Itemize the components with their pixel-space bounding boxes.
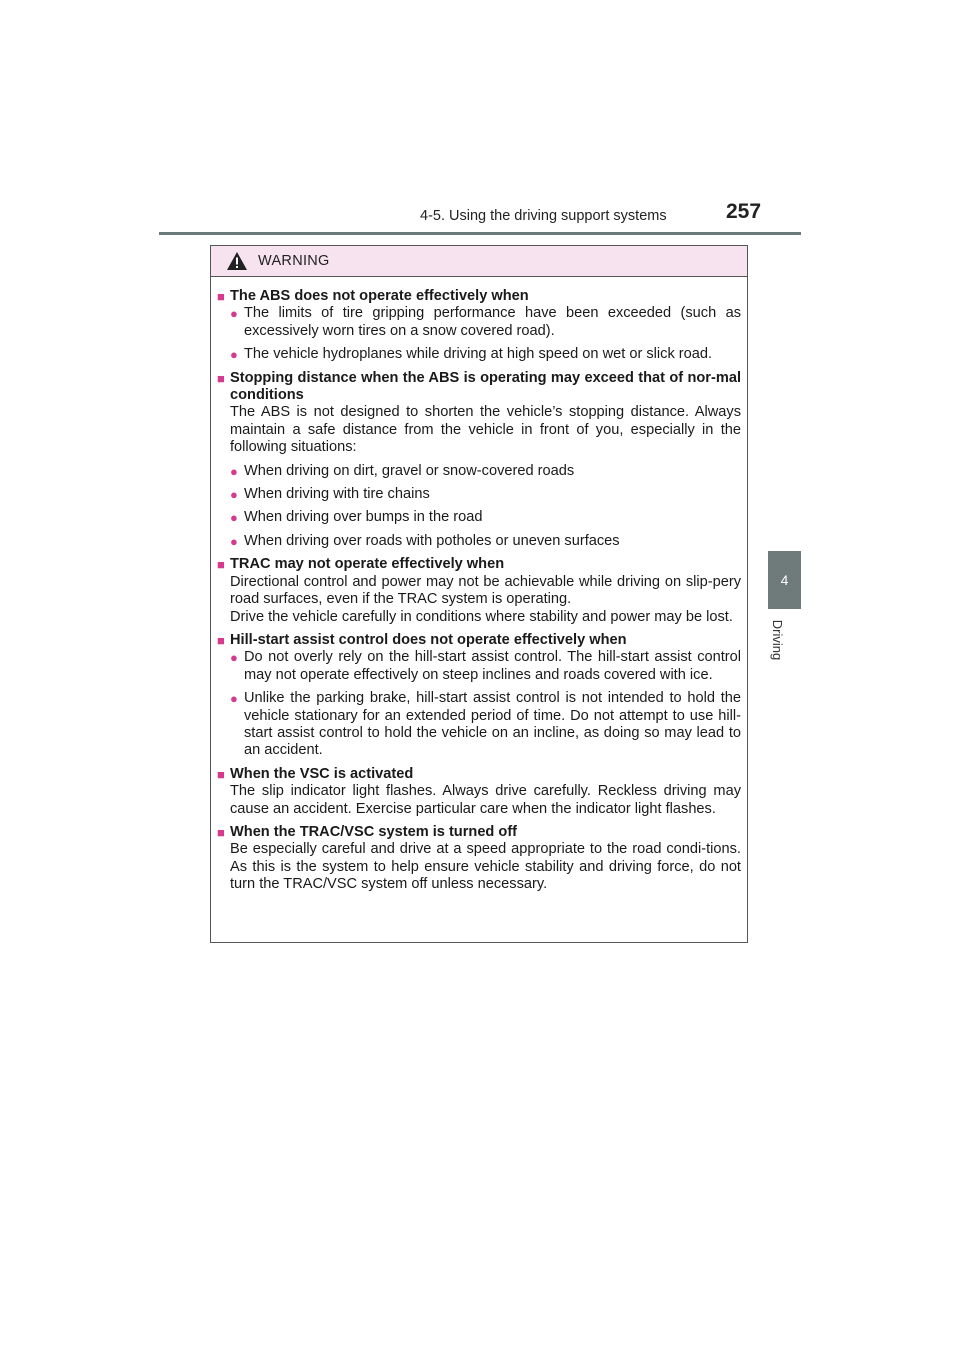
section-heading: [217, 370, 741, 405]
warning-section: [217, 370, 741, 551]
section-heading: [217, 288, 741, 305]
list-item-text: When driving with tire chains: [244, 486, 430, 503]
section-heading-text: The ABS does not operate effectively when: [230, 288, 529, 304]
list-item: [230, 463, 741, 480]
chapter-label: Driving: [770, 619, 785, 661]
square-bullet-icon: ■: [217, 632, 225, 648]
square-bullet-icon: ■: [217, 824, 225, 840]
list-item: [230, 649, 741, 684]
square-bullet-icon: ■: [217, 370, 225, 386]
round-bullet-icon: ●: [230, 510, 238, 526]
list-item: [230, 533, 741, 550]
warning-section: [217, 288, 741, 364]
section-heading: [217, 556, 741, 573]
section-heading: [217, 824, 741, 841]
section-heading-text: Hill-start assist control does not operate effectively when: [230, 631, 627, 648]
list-item: [230, 346, 741, 363]
round-bullet-icon: ●: [230, 650, 238, 666]
list-item-text: When driving over bumps in the road: [244, 509, 483, 526]
section-heading-text: TRAC may not operate effectively when: [230, 556, 505, 573]
warning-title: WARNING: [258, 253, 330, 269]
section-heading-text: When the VSC is activated: [230, 765, 414, 782]
section-paragraph: Drive the vehicle carefully in conditions where stability and power may be lost.: [230, 608, 733, 625]
warning-section: [217, 556, 741, 626]
round-bullet-icon: ●: [230, 347, 238, 363]
round-bullet-icon: ●: [230, 533, 238, 549]
warning-section: [217, 766, 741, 818]
list-item: [230, 690, 741, 760]
warning-body: [211, 277, 747, 894]
section-heading-text: When the TRAC/VSC system is turned off: [230, 823, 518, 840]
warning-section: [217, 632, 741, 760]
page-number: 257: [726, 200, 762, 223]
round-bullet-icon: ●: [230, 487, 238, 503]
list-item: [230, 509, 741, 526]
warning-triangle-icon: [226, 251, 248, 271]
chapter-number: 4: [780, 572, 789, 588]
warning-section: [217, 824, 741, 894]
section-paragraph: Directional control and power may not be achievable while driving on slip-pery road surfaces, even if the TRAC system is operating.: [230, 573, 741, 608]
section-paragraph: Be especially careful and drive at a speed appropriate to the road condi-tions. As this is the system to help ensure vehicle stability and driving force, do not turn the TRAC/VSC system off unless necessary.: [230, 841, 741, 893]
list-item-text: Unlike the parking brake, hill-start assist control is not intended to hold the vehicle stationary for an extended period of time. Do not attempt to use hill-start assist control to hold the vehicle on an incline, as doing so may lead to an accident.: [244, 690, 741, 759]
list-item: [230, 486, 741, 503]
list-item-text: When driving on dirt, gravel or snow-covered roads: [244, 462, 575, 479]
round-bullet-icon: ●: [230, 691, 238, 707]
section-title: 4-5. Using the driving support systems: [420, 208, 667, 224]
header-divider: [159, 232, 801, 235]
section-heading-text: Stopping distance when the ABS is operating may exceed that of nor-mal conditions: [230, 369, 741, 404]
section-paragraph: The slip indicator light flashes. Always drive carefully. Reckless driving may cause an accident. Exercise particular care when the indicator light flashes.: [230, 783, 741, 817]
list-item-text: Do not overly rely on the hill-start assist control. The hill-start assist control may not operate effectively on steep inclines and roads covered with ice.: [244, 649, 741, 683]
section-paragraph: The ABS is not designed to shorten the vehicle’s stopping distance. Always maintain a safe distance from the vehicle in front of you, especially in the following situations:: [230, 404, 741, 456]
section-heading: [217, 766, 741, 783]
square-bullet-icon: ■: [217, 557, 225, 573]
section-heading: [217, 632, 741, 649]
round-bullet-icon: ●: [230, 306, 238, 322]
chapter-tab: [768, 551, 801, 609]
list-item-text: When driving over roads with potholes or uneven surfaces: [244, 532, 620, 549]
square-bullet-icon: ■: [217, 289, 225, 304]
square-bullet-icon: ■: [217, 766, 225, 782]
list-item-text: The limits of tire gripping performance have been exceeded (such as excessively worn tires on a snow covered road).: [244, 305, 741, 339]
list-item-text: The vehicle hydroplanes while driving at high speed on wet or slick road.: [244, 346, 713, 363]
round-bullet-icon: ●: [230, 463, 238, 479]
warning-header: [211, 246, 747, 277]
warning-box: [210, 245, 748, 943]
list-item: [230, 305, 741, 340]
